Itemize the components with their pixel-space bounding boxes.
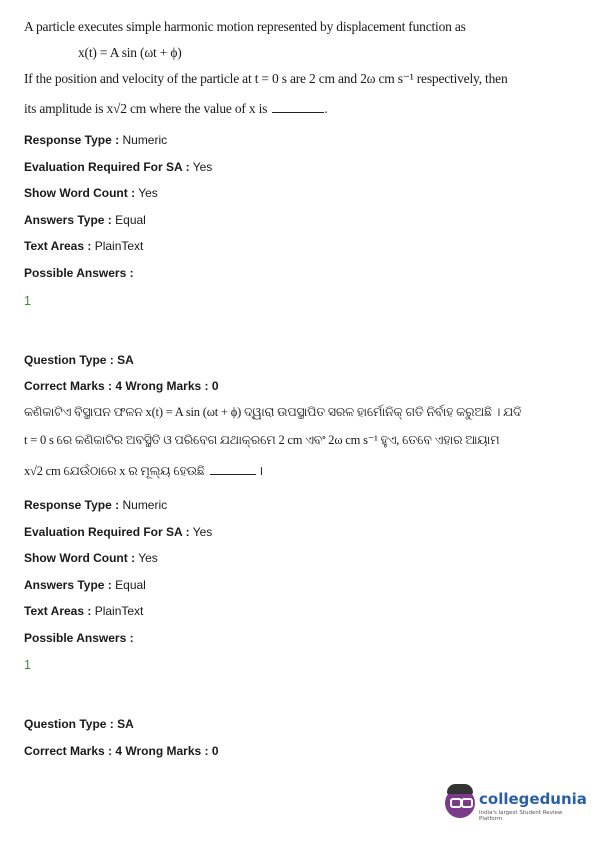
- answers-type-value: Equal: [111, 213, 146, 227]
- response-type-label: Response Type :: [24, 133, 120, 147]
- text-areas-value: PlainText: [91, 604, 144, 618]
- word-count-value: Yes: [135, 186, 158, 200]
- answers-type-label: Answers Type :: [24, 578, 112, 592]
- q2-question-type: Question Type : SA: [24, 353, 134, 367]
- q1-period: .: [324, 101, 328, 116]
- word-count-label: Show Word Count :: [24, 551, 136, 565]
- q1-text-line-4: [24, 101, 328, 117]
- mascot-hair-icon: [447, 784, 473, 794]
- q1-possible-answers: [24, 266, 134, 280]
- q2-marks: Correct Marks : 4 Wrong Marks : 0: [24, 379, 219, 393]
- q2-word-count: [24, 551, 158, 565]
- evaluation-value: Yes: [189, 525, 213, 539]
- answers-type-label: Answers Type :: [24, 213, 112, 227]
- possible-answers-label: Possible Answers :: [24, 266, 134, 280]
- q1-answer-value: 1: [24, 294, 31, 308]
- q2-text-line-3-content: x√2 cm ଯେଉଁଠାରେ x ର ମୂଲ୍ୟ ହେଉଛି: [24, 464, 205, 478]
- word-count-label: Show Word Count :: [24, 186, 136, 200]
- text-areas-value: PlainText: [91, 239, 144, 253]
- q1-evaluation: [24, 160, 212, 174]
- q2-text-line-3: [24, 462, 263, 479]
- text-areas-label: Text Areas :: [24, 239, 92, 253]
- answer-blank: [272, 112, 324, 113]
- q1-equation: x(t) = A sin (ωt + ϕ): [78, 45, 182, 60]
- q2-text-line-1: କଣିକାଟିଏ ବିସ୍ଥାପନ ଫଳନ x(t) = A sin (ωt + ϕ) ଦ୍ୱାରା ଉପସ୍ଥାପିତ ସରଳ ହାର୍ମୋନିକ୍ ଗତି ନିର୍ବାହ କରୁଅଛି । ଯଦି: [24, 405, 522, 419]
- logo-tagline: India's largest Student Review Platform: [479, 810, 563, 822]
- q2-answer-value: 1: [24, 658, 31, 672]
- q2-response-type: [24, 498, 167, 512]
- q1-text-areas: [24, 239, 143, 253]
- response-type-value: Numeric: [119, 133, 168, 147]
- q1-answers-type: [24, 213, 146, 227]
- q2-end-mark: ।: [258, 464, 264, 478]
- answers-type-value: Equal: [111, 578, 146, 592]
- text-areas-label: Text Areas :: [24, 604, 92, 618]
- q2-evaluation: [24, 525, 212, 539]
- q2-possible-answers: [24, 631, 134, 645]
- q1-word-count: [24, 186, 158, 200]
- q2-text-areas: [24, 604, 143, 618]
- q1-response-type: [24, 133, 167, 147]
- word-count-value: Yes: [135, 551, 158, 565]
- q1-text-line-4-content: its amplitude is x√2 cm where the value of x is: [24, 101, 268, 116]
- evaluation-label: Evaluation Required For SA :: [24, 160, 190, 174]
- evaluation-value: Yes: [189, 160, 213, 174]
- evaluation-label: Evaluation Required For SA :: [24, 525, 190, 539]
- logo-name: collegedunia: [479, 790, 587, 808]
- q1-text-line-1: A particle executes simple harmonic motion represented by displacement function as: [24, 19, 466, 34]
- q1-text-line-3: If the position and velocity of the particle at t = 0 s are 2 cm and 2ω cm s⁻¹ respectively, then: [24, 71, 508, 86]
- q2-answers-type: [24, 578, 146, 592]
- q3-marks: Correct Marks : 4 Wrong Marks : 0: [24, 744, 219, 758]
- collegedunia-logo: [445, 786, 587, 830]
- response-type-label: Response Type :: [24, 498, 120, 512]
- response-type-value: Numeric: [119, 498, 168, 512]
- answer-blank: [210, 474, 256, 475]
- possible-answers-label: Possible Answers :: [24, 631, 134, 645]
- q2-text-line-2: t = 0 s ରେ କଣିକାଟିର ଅବସ୍ଥିତି ଓ ପରିବେଗ ଯଥାକ୍ରମେ 2 cm ଏବଂ 2ω cm s⁻¹ ହୁଏ, ତେବେ ଏହାର ଆୟାମ: [24, 433, 500, 447]
- q3-question-type: Question Type : SA: [24, 717, 134, 731]
